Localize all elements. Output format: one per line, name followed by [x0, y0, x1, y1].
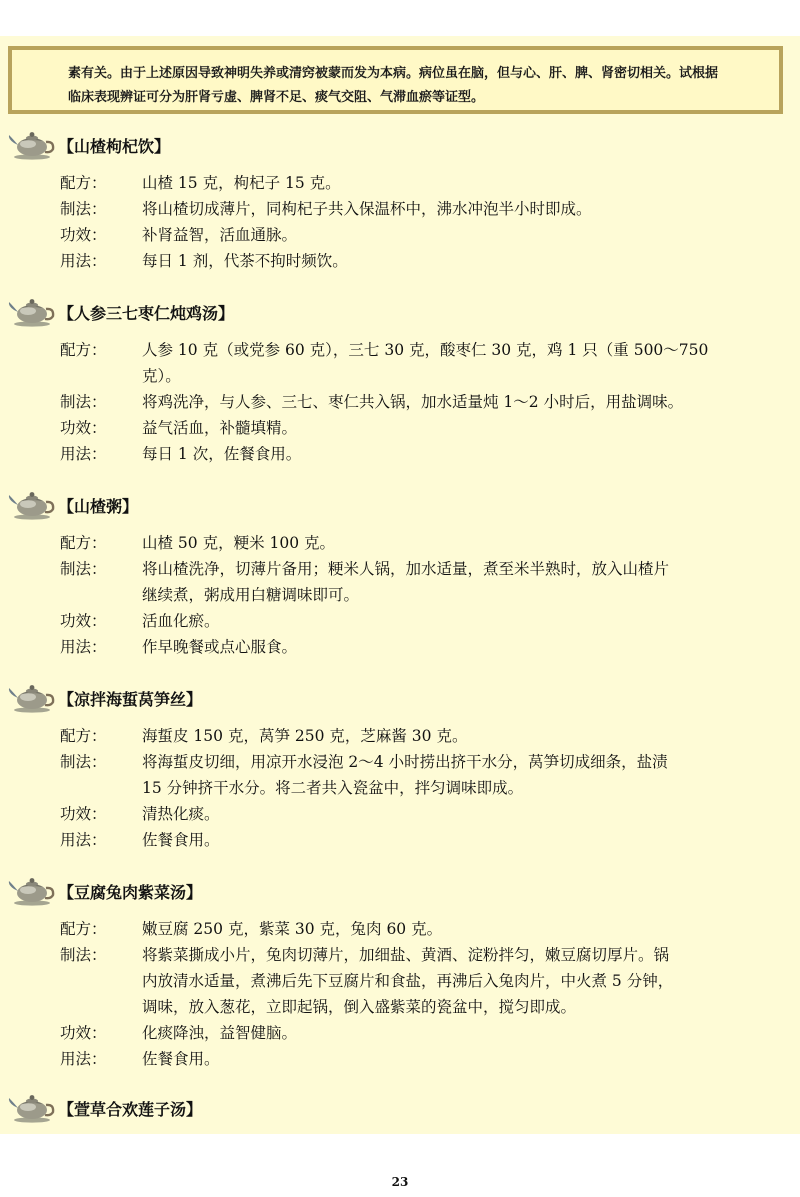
teapot-icon [8, 490, 56, 520]
formula-value [142, 723, 790, 749]
formula-row [60, 723, 790, 749]
usage-row [60, 248, 790, 274]
usage-row [60, 634, 790, 660]
intro-line: 临床表现辨证可分为肝肾亏虚、脾肾不足、痰气交阻、气滞血瘀等证型。 [68, 90, 485, 105]
usage-label: 用法： [60, 1050, 107, 1068]
method-value [142, 196, 790, 222]
method-line: 内放清水适量，煮沸后先下豆腐片和食盐，再沸后入兔肉片，中火煮 5 分钟， [142, 972, 674, 990]
effect-value [142, 222, 790, 248]
recipe-heading [8, 130, 170, 160]
recipe-fields [60, 530, 790, 660]
formula-value [142, 170, 790, 196]
formula-label: 配方： [60, 174, 107, 192]
method-row [60, 196, 790, 222]
effect-row [60, 415, 790, 441]
effect-row [60, 222, 790, 248]
effect-value [142, 608, 790, 634]
method-line: 继续煮，粥成用白糖调味即可。 [142, 586, 360, 604]
formula-row [60, 337, 790, 389]
usage-value [142, 827, 790, 853]
effect-label: 功效： [60, 1024, 107, 1042]
recipe-title: 【人参三七枣仁炖鸡汤】 [58, 303, 235, 323]
recipe-fields [60, 337, 790, 467]
usage-row [60, 827, 790, 853]
method-line: 将山楂洗净，切薄片备用；粳米人锅，加水适量，煮至米半熟时，放入山楂片 [142, 560, 670, 578]
effect-value [142, 801, 790, 827]
effect-label: 功效： [60, 226, 107, 244]
effect-line: 清热化痰。 [142, 805, 220, 823]
formula-value [142, 337, 790, 389]
effect-value [142, 1020, 790, 1046]
method-label: 制法： [60, 946, 107, 964]
formula-label: 配方： [60, 727, 107, 745]
method-line: 将紫菜撕成小片，兔肉切薄片，加细盐、黄酒、淀粉拌匀，嫩豆腐切厚片。锅 [142, 946, 670, 964]
recipe-title: 【萱草合欢莲子汤】 [58, 1099, 203, 1119]
teapot-icon [8, 1093, 56, 1123]
usage-line: 每日 1 剂，代茶不拘时频饮。 [142, 252, 348, 270]
usage-row [60, 1046, 790, 1072]
usage-label: 用法： [60, 252, 107, 270]
effect-row [60, 801, 790, 827]
formula-label: 配方： [60, 534, 107, 552]
usage-label: 用法： [60, 831, 107, 849]
usage-label: 用法： [60, 445, 107, 463]
method-label: 制法： [60, 393, 107, 411]
effect-line: 活血化瘀。 [142, 612, 220, 630]
effect-label: 功效： [60, 612, 107, 630]
usage-line: 每日 1 次，佐餐食用。 [142, 445, 302, 463]
method-row [60, 942, 790, 1020]
usage-value [142, 248, 790, 274]
method-label: 制法： [60, 200, 107, 218]
teapot-icon [8, 876, 56, 906]
recipe-title: 【山楂粥】 [58, 496, 139, 516]
method-label: 制法： [60, 560, 107, 578]
recipe-fields [60, 916, 790, 1072]
recipe-fields [60, 723, 790, 853]
usage-value [142, 441, 790, 467]
method-line: 调味，放入葱花，立即起锅，倒入盛紫菜的瓷盆中，搅匀即成。 [142, 998, 577, 1016]
formula-line: 海蜇皮 150 克，莴笋 250 克，芝麻酱 30 克。 [142, 727, 468, 745]
recipe-heading [8, 683, 202, 713]
usage-row [60, 441, 790, 467]
recipe-title: 【豆腐兔肉紫菜汤】 [58, 882, 203, 902]
usage-line: 佐餐食用。 [142, 831, 220, 849]
formula-line: 山楂 50 克，粳米 100 克。 [142, 534, 336, 552]
method-value [142, 556, 790, 608]
effect-row [60, 608, 790, 634]
formula-line: 山楂 15 克，枸杞子 15 克。 [142, 174, 341, 192]
method-line: 15 分钟挤干水分。将二者共入瓷盆中，拌匀调味即成。 [142, 779, 524, 797]
page-number: 23 [391, 1175, 409, 1189]
formula-label: 配方： [60, 920, 107, 938]
recipe-title: 【山楂枸杞饮】 [58, 136, 171, 156]
method-value [142, 942, 790, 1020]
effect-value [142, 415, 790, 441]
method-row [60, 556, 790, 608]
usage-line: 作早晚餐或点心服食。 [142, 638, 298, 656]
teapot-icon [8, 683, 56, 713]
usage-value [142, 634, 790, 660]
recipe-heading [8, 1093, 202, 1123]
effect-label: 功效： [60, 805, 107, 823]
method-value [142, 389, 790, 415]
formula-label: 配方： [60, 341, 107, 359]
effect-line: 补肾益智，活血通脉。 [142, 226, 298, 244]
method-line: 将海蜇皮切细，用凉开水浸泡 2～4 小时捞出挤干水分，莴笋切成细条，盐渍 [142, 753, 668, 771]
formula-value [142, 916, 790, 942]
usage-label: 用法： [60, 638, 107, 656]
effect-row [60, 1020, 790, 1046]
method-row [60, 389, 790, 415]
method-label: 制法： [60, 753, 107, 771]
effect-label: 功效： [60, 419, 107, 437]
effect-line: 化痰降浊，益智健脑。 [142, 1024, 298, 1042]
recipe-heading [8, 297, 234, 327]
formula-row [60, 530, 790, 556]
formula-line: 人参 10 克（或党参 60 克），三七 30 克，酸枣仁 30 克，鸡 1 只（重 500～750 [142, 341, 709, 359]
formula-row [60, 170, 790, 196]
formula-row [60, 916, 790, 942]
effect-line: 益气活血，补髓填精。 [142, 419, 298, 437]
recipe-title: 【凉拌海蜇莴笋丝】 [58, 689, 203, 709]
intro-box [8, 46, 783, 114]
intro-line: 素有关。由于上述原因导致神明失养或清窍被蒙而发为本病。病位虽在脑，但与心、肝、脾、肾密切相关。试根据 [68, 66, 719, 81]
formula-line: 克）。 [142, 367, 181, 385]
formula-line: 嫩豆腐 250 克，紫菜 30 克，兔肉 60 克。 [142, 920, 443, 938]
method-line: 将山楂切成薄片，同枸杞子共入保温杯中，沸水冲泡半小时即成。 [142, 200, 592, 218]
method-value [142, 749, 790, 801]
recipe-heading [8, 490, 138, 520]
teapot-icon [8, 297, 56, 327]
recipe-fields [60, 170, 790, 274]
method-row [60, 749, 790, 801]
method-line: 将鸡洗净，与人参、三七、枣仁共入锅，加水适量炖 1～2 小时后，用盐调味。 [142, 393, 684, 411]
formula-value [142, 530, 790, 556]
teapot-icon [8, 130, 56, 160]
usage-line: 佐餐食用。 [142, 1050, 220, 1068]
recipe-heading [8, 876, 202, 906]
usage-value [142, 1046, 790, 1072]
